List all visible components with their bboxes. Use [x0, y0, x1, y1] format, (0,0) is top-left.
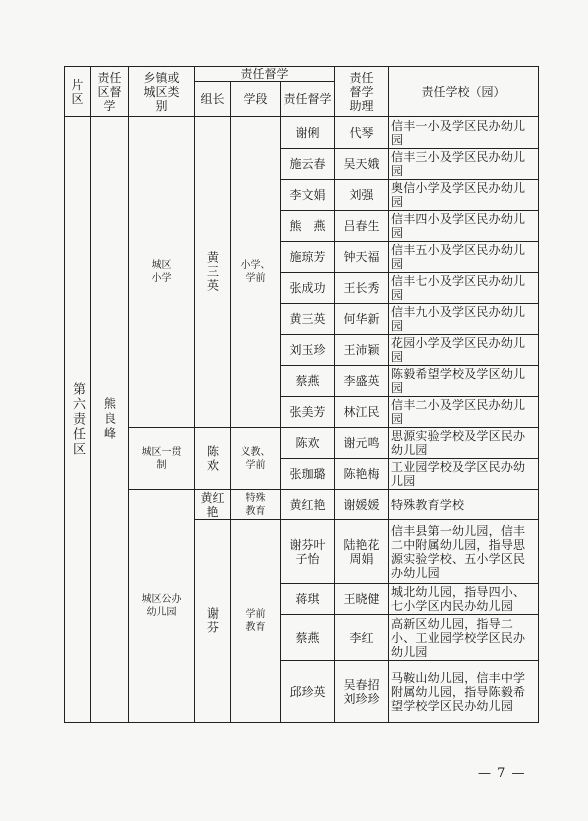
supervisor-cell: 施琼芳	[281, 242, 335, 273]
page-number: — 7 —	[478, 766, 526, 781]
assistant-cell: 何华新	[335, 304, 389, 335]
school-cell: 信丰三小及学区民办幼儿园	[389, 149, 539, 180]
group-leader-2: 陈欢	[195, 428, 231, 490]
stage-3: 学前教育	[231, 520, 281, 723]
assistant-cell: 陈艳梅	[335, 459, 389, 490]
school-cell: 信丰七小及学区民办幼儿园	[389, 273, 539, 304]
stage-1: 小学、学前	[231, 117, 281, 428]
school-cell: 奥信小学及学区民办幼儿园	[389, 180, 539, 211]
supervisor-cell: 张美芳	[281, 397, 335, 428]
supervisor-cell: 蔡燕	[281, 366, 335, 397]
header-town-type: 乡镇或城区类别	[129, 67, 195, 117]
table-row	[65, 117, 539, 149]
school-cell: 信丰五小及学区民办幼儿园	[389, 242, 539, 273]
assistant-cell: 李盛英	[335, 366, 389, 397]
header-supervisor: 责任督学	[281, 82, 335, 117]
district-supervisor: 熊良峰	[91, 117, 129, 723]
supervisor-cell: 邱珍英	[281, 661, 335, 723]
supervisor-cell: 张成功	[281, 273, 335, 304]
school-cell: 信丰一小及学区民办幼儿园	[389, 117, 539, 149]
header-group-leader: 组长	[195, 82, 231, 117]
assistant-cell: 王晓健	[335, 584, 389, 615]
assistant-cell: 吴春招刘珍珍	[335, 661, 389, 723]
school-cell: 城北幼儿园，指导四小、七小学区内民办幼儿园	[389, 584, 539, 615]
assistant-cell: 吴天娥	[335, 149, 389, 180]
school-cell: 工业园学校及学区民办幼儿园	[389, 459, 539, 490]
assistant-cell: 王长秀	[335, 273, 389, 304]
town-type-3: 城区公办幼儿园	[129, 490, 195, 723]
supervisor-cell: 施云春	[281, 149, 335, 180]
supervisor-cell: 刘玉珍	[281, 335, 335, 366]
table-row	[65, 490, 539, 520]
supervisor-cell: 谢俐	[281, 117, 335, 149]
header-responsible-supervisor: 责任督学	[195, 67, 335, 82]
header-assistant: 责任督学助理	[335, 67, 389, 117]
assistant-cell: 谢元鸣	[335, 428, 389, 459]
header-district-supervisor: 责任区督学	[91, 67, 129, 117]
assistant-cell: 陆艳花周娟	[335, 520, 389, 584]
assistant-cell: 吕春生	[335, 211, 389, 242]
supervisor-cell: 张珈璐	[281, 459, 335, 490]
header-district: 片区	[65, 67, 91, 117]
school-cell: 信丰九小及学区民办幼儿园	[389, 304, 539, 335]
header-schools: 责任学校（园）	[389, 67, 539, 117]
assistant-cell: 李红	[335, 615, 389, 661]
supervisor-cell: 谢芬叶子怡	[281, 520, 335, 584]
school-cell: 信丰四小及学区民办幼儿园	[389, 211, 539, 242]
supervisor-cell: 黄红艳	[281, 490, 335, 520]
town-type-1: 城区小学	[129, 117, 195, 428]
school-cell: 花园小学及学区民办幼儿园	[389, 335, 539, 366]
school-cell: 陈毅希望学校及学区幼儿园	[389, 366, 539, 397]
supervisor-cell: 黄三英	[281, 304, 335, 335]
assistant-cell: 王沛颖	[335, 335, 389, 366]
header-stage: 学段	[231, 82, 281, 117]
responsibility-table	[64, 66, 539, 723]
table-row	[65, 428, 539, 459]
town-type-2: 城区一贯制	[129, 428, 195, 490]
school-cell: 思源实验学校及学区民办幼儿园	[389, 428, 539, 459]
assistant-cell: 代琴	[335, 117, 389, 149]
assistant-cell: 林江民	[335, 397, 389, 428]
supervisor-cell: 熊 燕	[281, 211, 335, 242]
group-leader-1: 黄三英	[195, 117, 231, 428]
assistant-cell: 钟天福	[335, 242, 389, 273]
stage-special: 特殊教育	[231, 490, 281, 520]
supervisor-cell: 蒋琪	[281, 584, 335, 615]
supervisor-cell: 李文娟	[281, 180, 335, 211]
school-cell: 信丰县第一幼儿园，信丰二中附属幼儿园，指导思源实验学校、五小学区民办幼儿园	[389, 520, 539, 584]
district-name: 第六责任区	[65, 117, 91, 723]
assistant-cell: 谢媛媛	[335, 490, 389, 520]
group-leader-special: 黄红艳	[195, 490, 231, 520]
assistant-cell: 刘强	[335, 180, 389, 211]
school-cell: 马鞍山幼儿园，信丰中学附属幼儿园，指导陈毅希望学校学区民办幼儿园	[389, 661, 539, 723]
supervisor-cell: 陈欢	[281, 428, 335, 459]
supervisor-cell: 蔡燕	[281, 615, 335, 661]
group-leader-3: 谢芬	[195, 520, 231, 723]
school-cell: 信丰二小及学区民办幼儿园	[389, 397, 539, 428]
school-cell: 特殊教育学校	[389, 490, 539, 520]
school-cell: 高新区幼儿园，指导二小、工业园学校学区民办幼儿园	[389, 615, 539, 661]
stage-2: 义教、学前	[231, 428, 281, 490]
